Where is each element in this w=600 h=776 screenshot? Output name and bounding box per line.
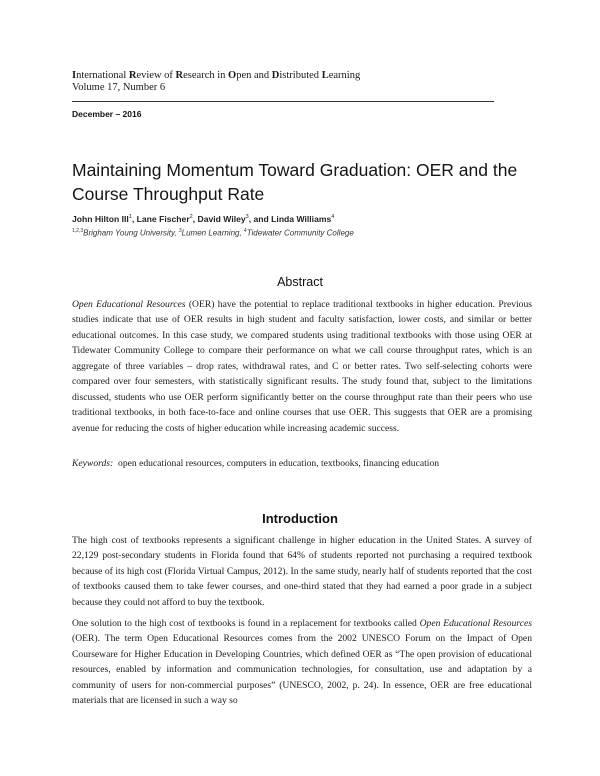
- journal-header: [72, 70, 502, 94]
- paragraph-text: (OER). The term Open Educational Resources comes from the 2002 UNESCO Forum on the Impact of Open Courseware for Higher Education in Developing Countries, which defined OER as “The open provision of educational resources, enabled by information and communication technologies, for consultation, use and adaptation by a community of users for non-commercial purposes” (UNESCO, 2002, p. 24). In essence, OER are free educational materials that are licensed in such a way so: [72, 633, 532, 707]
- abstract-heading: Abstract: [277, 275, 323, 289]
- author-name: John Hilton III: [72, 214, 129, 224]
- keywords-line: [72, 458, 532, 469]
- abstract-text: [72, 297, 532, 436]
- journal-initial: I: [72, 70, 77, 81]
- introduction-heading: Introduction: [262, 511, 338, 526]
- journal-word: earning: [328, 70, 361, 81]
- journal-word: pen and: [236, 70, 272, 81]
- keywords-label: Keywords:: [72, 458, 114, 469]
- header-divider: [72, 101, 494, 102]
- journal-name: [72, 70, 502, 82]
- affiliation-name: Tidewater Community College: [246, 228, 354, 238]
- affiliation-superscript: 4: [243, 228, 247, 234]
- author-name: , and Linda Williams: [248, 214, 332, 224]
- author-superscript: 3: [245, 214, 249, 221]
- journal-initial: D: [271, 70, 280, 81]
- abstract-lead: Open Educational Resources: [72, 299, 186, 310]
- journal-word: eview of: [136, 70, 176, 81]
- introduction-paragraph-2: [72, 616, 532, 709]
- journal-initial: L: [321, 70, 329, 81]
- paragraph-italic-term: Open Educational Resources: [419, 618, 532, 629]
- abstract-body-text: (OER) have the potential to replace traditional textbooks in higher education. Previous studies indicate that use of OER results in high student and faculty satisfaction, lower costs, and similar or better educational outcomes. In this case study, we compared students using traditional textbooks with those using OER at Tidewater Community College to compare their performance on what we call course throughput rates, which is an aggregate of three variables – drop rates, withdrawal rates, and C or better rates. Two self-selecting cohorts were compared over four semesters, with statistically significant results. The study found that, subject to the limitations discussed, students who use OER perform significantly better on the course throughput rate than their peers who use traditional textbooks, in both face-to-face and online courses that use OER. This suggests that OER are a promising avenue for reducing the costs of higher education while increasing academic success.: [72, 299, 532, 434]
- journal-initial: R: [175, 70, 184, 81]
- journal-word: nternational: [76, 70, 129, 81]
- issue-date: December – 2016: [72, 109, 142, 119]
- keywords-text: open educational resources, computers in education, textbooks, financing education: [118, 458, 440, 469]
- paper-title: Maintaining Momentum Toward Graduation: OER and the Course Throughput Rate: [72, 160, 518, 204]
- affiliation-superscript: 1,2,3: [72, 228, 84, 234]
- paragraph-text: One solution to the high cost of textbooks is found in a replacement for textbooks called: [72, 618, 420, 629]
- affiliation-name: Brigham Young University,: [83, 228, 179, 238]
- author-list: [72, 214, 532, 224]
- affiliations: [72, 228, 532, 238]
- introduction-paragraph-1: The high cost of textbooks represents a significant challenge in higher education in the United States. A survey of 22,129 post-secondary students in Florida found that 64% of students reported not purchasing a required textbook because of its high cost (Florida Virtual Campus, 2012). In the same study, nearly half of students reported that the cost of textbooks caused them to take fewer courses, and one-third stated that they had earned a poor grade in a subject because they could not afford to buy the textbook.: [72, 535, 532, 608]
- author-superscript: 1: [128, 214, 132, 221]
- journal-volume: Volume 17, Number 6: [72, 82, 166, 93]
- journal-word: esearch in: [183, 70, 229, 81]
- journal-initial: O: [228, 70, 237, 81]
- journal-word: istributed: [279, 70, 322, 81]
- author-name: , David Wiley: [192, 214, 246, 224]
- affiliation-superscript: 3: [178, 228, 182, 234]
- journal-initial: R: [128, 70, 137, 81]
- author-superscript: 2: [189, 214, 193, 221]
- affiliation-name: Lumen Learning,: [181, 228, 244, 238]
- author-superscript: 4: [331, 214, 335, 221]
- author-name: , Lane Fischer: [131, 214, 190, 224]
